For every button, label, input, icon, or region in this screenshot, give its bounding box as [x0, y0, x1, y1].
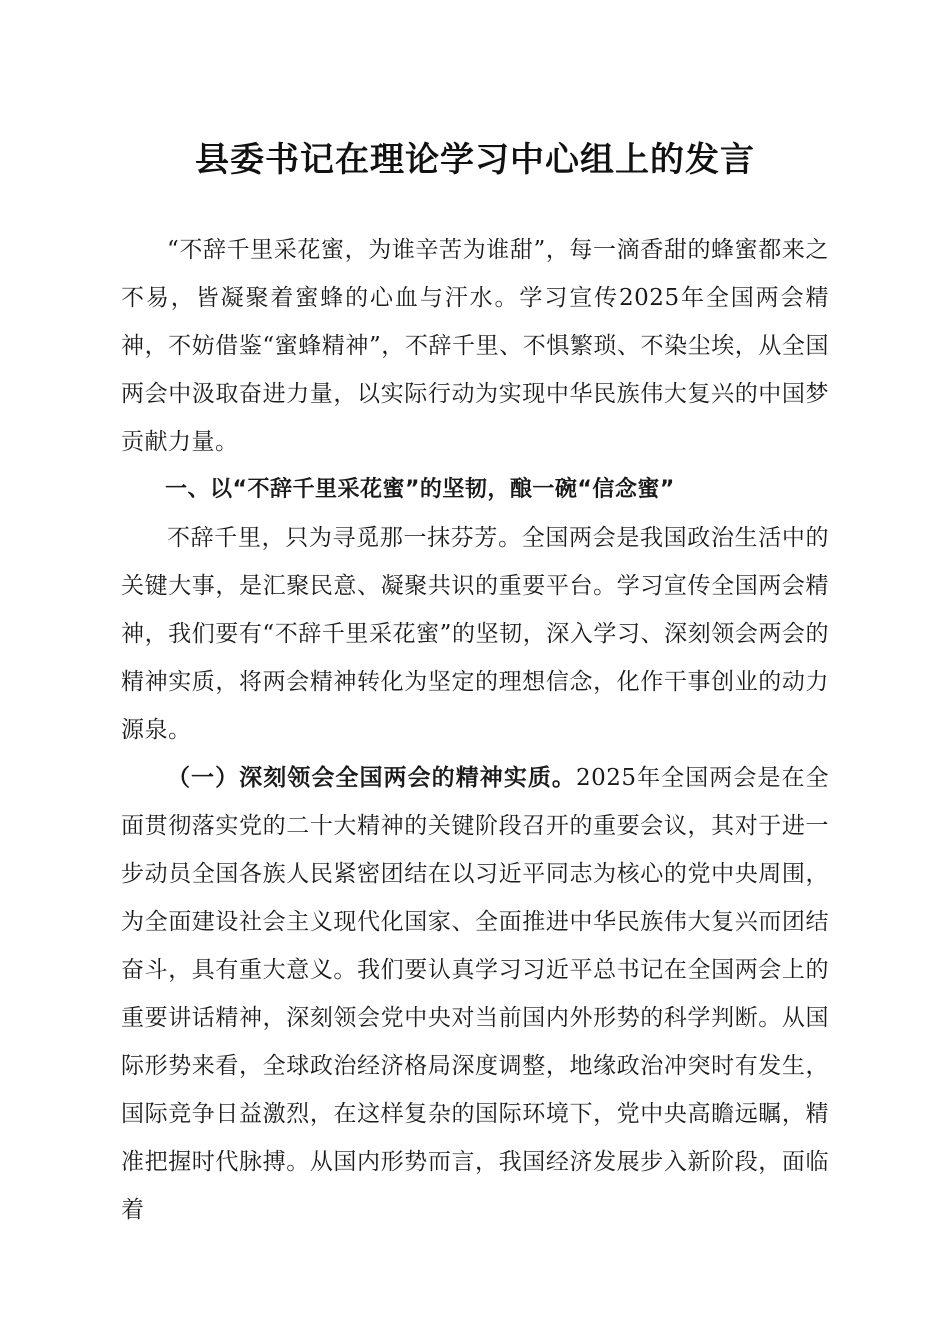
intro-paragraph: “不辞千里采花蜜，为谁辛苦为谁甜”，每一滴香甜的蜂蜜都来之不易，皆凝聚着蜜蜂的心血与汗水。学习宣传2025年全国两会精神，不妨借鉴“蜜蜂精神”，不辞千里、不惧繁琐、不染尘埃，从全国两会中汲取奋进力量，以实际行动为实现中华民族伟大复兴的中国梦贡献力量。: [121, 237, 829, 455]
document-title: 县委书记在理论学习中心组上的发言: [195, 140, 755, 180]
document-body: [121, 226, 829, 1234]
subsection-text: 2025年全国两会是在全面贯彻落实党的二十大精神的关键阶段召开的重要会议，其对于进一步动员全国各族人民紧密团结在以习近平同志为核心的党中央周围，为全面建设社会主义现代化国家、全面推进中华民族伟大复兴而团结奋斗，具有重大意义。我们要认真学习习近平总书记在全国两会上的重要讲话精神，深刻领会党中央对当前国内外形势的科学判断。从国际形势来看，全球政治经济格局深度调整，地缘政治冲突时有发生，国际竞争日益激烈，在这样复杂的国际环境下，党中央高瞻远瞩，精准把握时代脉搏。从国内形势而言，我国经济发展步入新阶段，面临着: [121, 765, 829, 1223]
section-heading: 一、以“不辞千里采花蜜”的坚韧，酿一碗“信念蜜”: [165, 477, 675, 502]
subsection-paragraph: [121, 754, 829, 1234]
subsection-heading: （一）深刻领会全国两会的精神实质。: [167, 765, 576, 791]
section-paragraph: 不辞千里，只为寻觅那一抹芬芳。全国两会是我国政治生活中的关键大事，是汇聚民意、凝聚共识的重要平台。学习宣传全国两会精神，我们要有“不辞千里采花蜜”的坚韧，深入学习、深刻领会两会的精神实质，将两会精神转化为坚定的理想信念，化作干事创业的动力源泉。: [121, 525, 829, 743]
